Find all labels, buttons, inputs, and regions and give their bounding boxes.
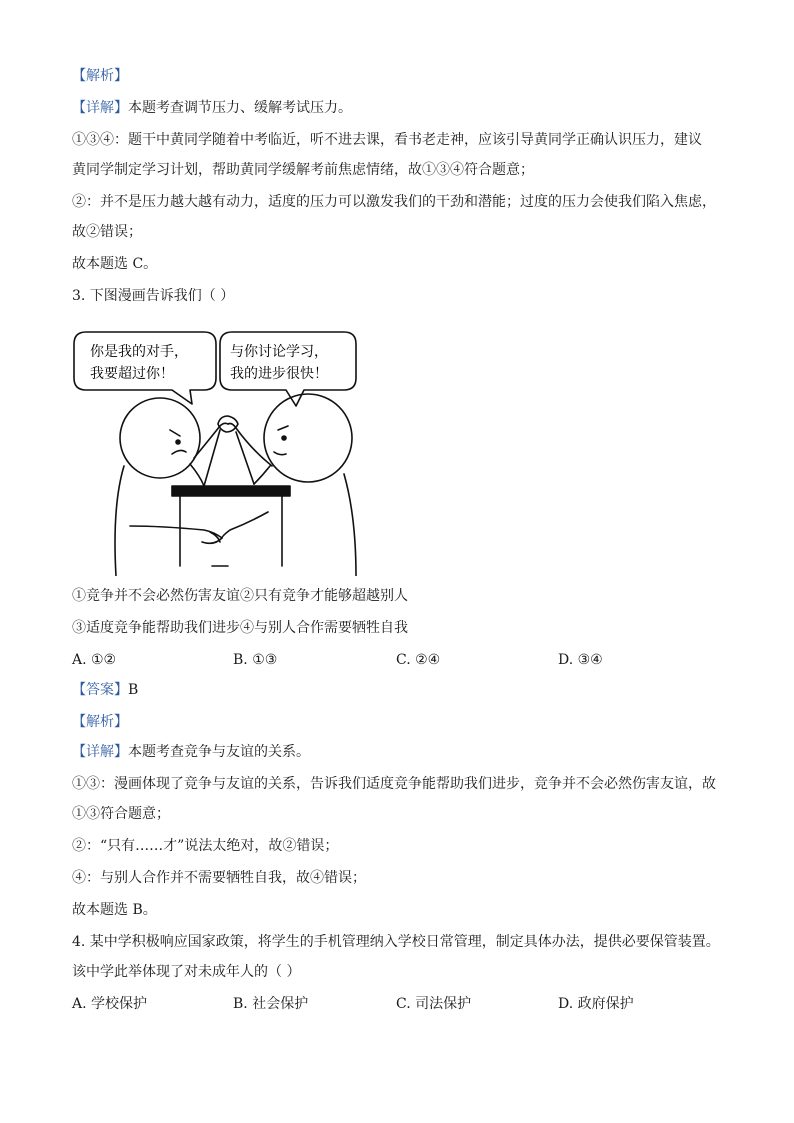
analysis-tag: 【解析】 — [72, 68, 128, 84]
q3-option-a: A. ①② — [72, 652, 117, 668]
q4-option-a: A. 学校保护 — [72, 996, 148, 1012]
q3-stem: 3. 下图漫画告诉我们（ ） — [72, 288, 235, 304]
q3-conclusion: 故本题选 B。 — [72, 902, 157, 918]
left-bubble-line2: 我要超过你！ — [90, 366, 174, 382]
q2-item1-line2: 黄同学制定学习计划，帮助黄同学缓解考前焦虑情绪，故①③④符合题意； — [72, 162, 534, 178]
q4-option-c: C. 司法保护 — [396, 996, 472, 1012]
left-bubble-line1: 你是我的对手， — [90, 344, 188, 360]
q4-option-b: B. 社会保护 — [233, 996, 309, 1012]
q3-statement1: ①竞争并不会必然伤害友谊②只有竞争才能够超越别人 — [72, 588, 408, 604]
detail-text: 本题考查调节压力、缓解考试压力。 — [128, 100, 352, 116]
right-bubble-line1: 与你讨论学习， — [230, 344, 328, 360]
q3-item1-line1: ①③：漫画体现了竞争与友谊的关系，告诉我们适度竞争能帮助我们进步，竞争并不会必然伤害友谊，故 — [72, 776, 716, 792]
q3-statement2: ③适度竞争能帮助我们进步④与别人合作需要牺牲自我 — [72, 620, 408, 636]
table — [172, 486, 290, 496]
right-bubble-line2: 我的进步很快！ — [230, 366, 328, 382]
right-person-body — [344, 474, 356, 576]
right-person-head — [264, 394, 352, 482]
q3-item3: ④：与别人合作并不需要牺牲自我，故④错误； — [72, 870, 366, 886]
answer-tag: 【答案】 — [72, 682, 128, 698]
detail-tag: 【详解】 — [72, 100, 128, 116]
answer-line — [72, 680, 138, 700]
q3-item1-line2: ①③符合题意； — [72, 806, 170, 822]
q4-stem-line2: 该中学此举体现了对未成年人的（ ） — [72, 964, 301, 980]
q2-item2-line2: 故②错误； — [72, 224, 142, 240]
q3-option-c: C. ②④ — [396, 652, 441, 668]
left-person-head — [120, 398, 200, 478]
cartoon-illustration — [72, 326, 372, 576]
q2-conclusion: 故本题选 C。 — [72, 256, 158, 272]
detail-tag-2: 【详解】 — [72, 744, 128, 760]
q2-item2-line1: ②：并不是压力越大越有动力，适度的压力可以激发我们的干劲和潜能；过度的压力会使我们陷入焦虑， — [72, 194, 716, 210]
detail-line — [72, 98, 352, 118]
detail-line-2 — [72, 742, 310, 762]
q3-item2: ②：“只有……才”说法太绝对，故②错误； — [72, 838, 339, 854]
q3-option-d: D. ③④ — [558, 652, 603, 668]
q2-item1-line1: ①③④：题干中黄同学随着中考临近，听不进去课，看书老走神，应该引导黄同学正确认识压力，建议 — [72, 132, 702, 148]
answer-value: B — [128, 682, 139, 698]
analysis-tag-2: 【解析】 — [72, 714, 128, 730]
detail-text-2: 本题考查竞争与友谊的关系。 — [128, 744, 310, 760]
q4-option-d: D. 政府保护 — [558, 996, 634, 1012]
q3-option-b: B. ①③ — [233, 652, 278, 668]
left-person-body — [115, 466, 124, 576]
q4-stem-line1: 4. 某中学积极响应国家政策，将学生的手机管理纳入学校日常管理，制定具体办法，提供必要保管装置。 — [72, 934, 720, 950]
